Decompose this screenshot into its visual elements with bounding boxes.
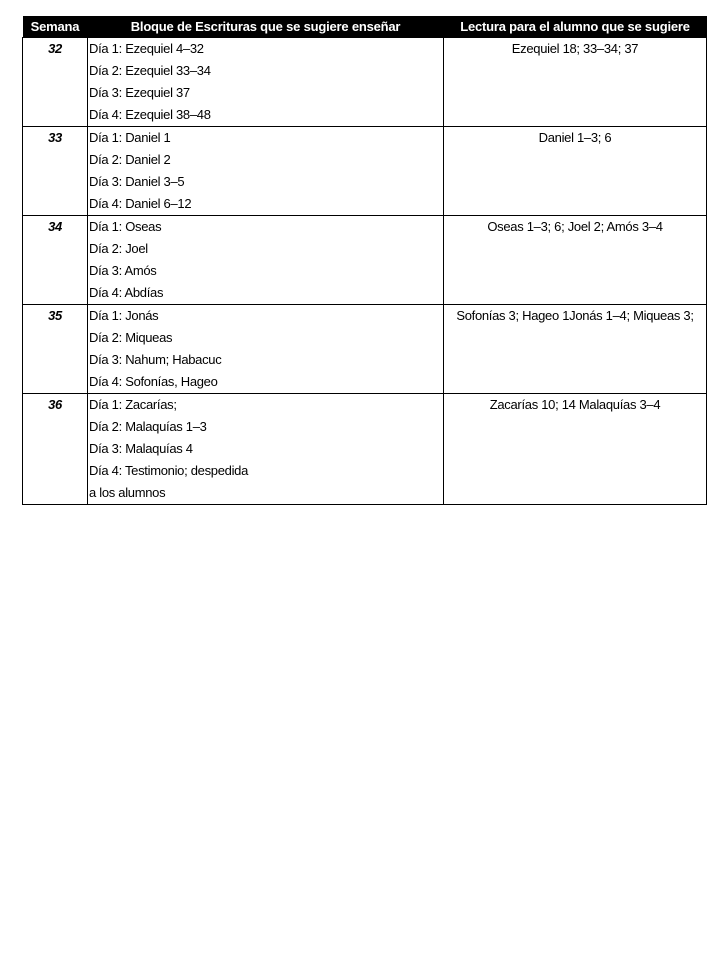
day-entry: Día 3: Daniel 3–5 <box>89 174 185 189</box>
day-entry: Día 3: Malaquías 4 <box>89 441 193 456</box>
day-entry: Día 3: Ezequiel 37 <box>89 85 190 100</box>
table-row <box>23 394 707 505</box>
header-reading: Lectura para el alumno que se sugiere <box>444 16 707 38</box>
week-number: 36 <box>23 394 88 505</box>
week-number: 32 <box>23 38 88 127</box>
scripture-block-cell <box>88 394 444 505</box>
scripture-block-cell <box>88 216 444 305</box>
table-row <box>23 216 707 305</box>
table-row <box>23 38 707 127</box>
student-reading: Oseas 1–3; 6; Joel 2; Amós 3–4 <box>444 216 707 305</box>
day-entry: Día 3: Amós <box>89 263 157 278</box>
student-reading: Zacarías 10; 14 Malaquías 3–4 <box>444 394 707 505</box>
day-entry: Día 1: Oseas <box>89 219 162 234</box>
scripture-block-cell <box>88 305 444 394</box>
day-entry: Día 4: Abdías <box>89 285 164 300</box>
week-number: 34 <box>23 216 88 305</box>
day-entry: Día 1: Zacarías; <box>89 397 177 412</box>
day-entry: Día 2: Daniel 2 <box>89 152 171 167</box>
day-entry: Día 2: Joel <box>89 241 148 256</box>
day-entry: Día 4: Ezequiel 38–48 <box>89 107 211 122</box>
table-row <box>23 127 707 216</box>
table-row <box>23 305 707 394</box>
table-body <box>23 38 707 505</box>
week-number: 35 <box>23 305 88 394</box>
day-entry: Día 1: Ezequiel 4–32 <box>89 41 204 56</box>
day-entry: Día 4: Testimonio; despedida <box>89 463 249 478</box>
day-entry: Día 1: Jonás <box>89 308 159 323</box>
day-entry: a los alumnos <box>89 485 166 500</box>
header-week: Semana <box>23 16 88 38</box>
table-header <box>23 16 707 38</box>
student-reading: Daniel 1–3; 6 <box>444 127 707 216</box>
scripture-block-cell <box>88 38 444 127</box>
scripture-block-cell <box>88 127 444 216</box>
week-number: 33 <box>23 127 88 216</box>
student-reading: Ezequiel 18; 33–34; 37 <box>444 38 707 127</box>
day-entry: Día 3: Nahum; Habacuc <box>89 352 222 367</box>
day-entry: Día 2: Ezequiel 33–34 <box>89 63 211 78</box>
reading-schedule-table <box>22 16 707 505</box>
day-entry: Día 2: Miqueas <box>89 330 173 345</box>
day-entry: Día 4: Daniel 6–12 <box>89 196 192 211</box>
day-entry: Día 4: Sofonías, Hageo <box>89 374 218 389</box>
student-reading: Sofonías 3; Hageo 1Jonás 1–4; Miqueas 3; <box>444 305 707 394</box>
day-entry: Día 1: Daniel 1 <box>89 130 171 145</box>
header-block: Bloque de Escrituras que se sugiere enseñar <box>88 16 444 38</box>
day-entry: Día 2: Malaquías 1–3 <box>89 419 207 434</box>
